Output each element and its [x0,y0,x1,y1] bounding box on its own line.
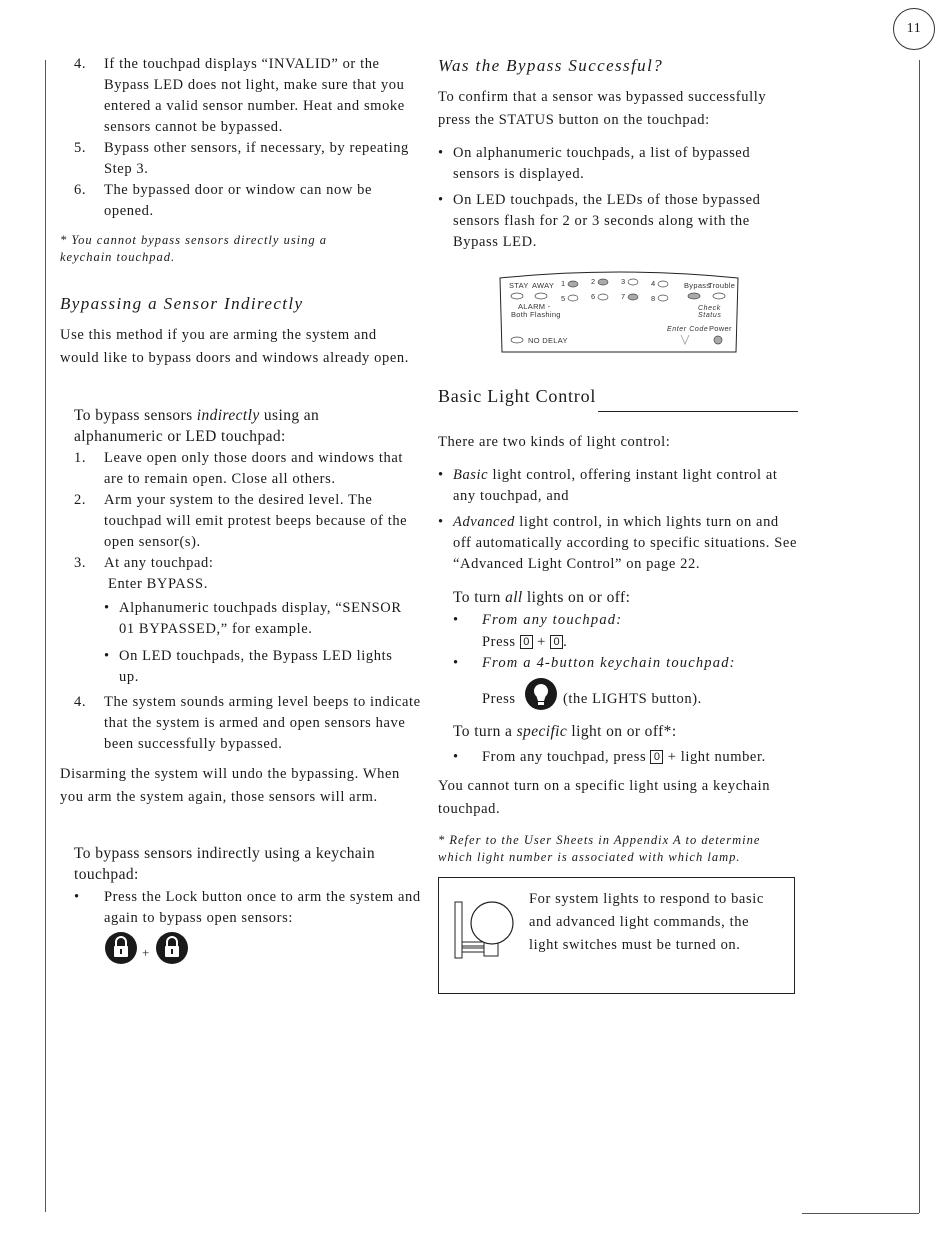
step3-bullets [104,598,409,688]
press-label: Press [482,691,516,707]
list-item: • On LED touchpads, the LEDs of those bypassed sensors flash for 2 or 3 seconds along with the Bypass LED. [438,192,761,250]
panel-label-power: Power [709,324,732,333]
from-keychain-touchpad: From a 4-button keychain touchpad: [482,655,736,671]
panel-label-alarm: ALARM - [518,302,551,311]
light-intro: There are two kinds of light control: [438,434,671,450]
away-led [535,293,547,299]
tip-box [438,877,795,994]
list-item: 2. Arm your system to the desired level. The touchpad will emit protest beeps because of the open sensor(s). [74,492,408,550]
panel-label-status: Status [698,312,722,319]
zone-led [598,294,608,300]
bypass-success-bullets [438,143,793,253]
stay-led [511,293,523,299]
lightbulb-icon [524,677,558,711]
list-item: Enter BYPASS. [108,576,208,592]
from-any-touchpad: From any touchpad: [482,612,623,628]
list-item: • On LED touchpads, the Bypass LED lights up. [104,648,393,685]
lamp-icon [454,898,516,964]
list-item: • Alphanumeric touchpads display, “SENSOR 01 BYPASSED,” for example. [104,600,402,637]
zone-led [658,295,668,301]
panel-label-trouble: Trouble [708,281,736,290]
bottom-right-rule [802,1213,919,1214]
light-kinds-bullets [438,465,798,575]
list-item: • Advanced light control, in which lights turn on and off automatically according to specific situations. See “Advanced Light Control” on page 22. [438,514,797,572]
zone-led [568,295,578,301]
tip-text: For system lights to respond to basic and advanced light commands, the light switches must be turned on. [529,891,764,953]
panel-label-bypass: Bypass [684,281,711,290]
bullet: • [453,749,459,765]
led-touchpad-illustration [498,268,740,354]
power-led [714,336,722,344]
panel-label-stay: STAY [509,281,529,290]
specific-light-instruction: From any touchpad, press 0 + light number. [482,749,766,765]
panel-label-check: Check [698,305,721,312]
section-heading-bypass-success: Was the Bypass Successful? [438,56,664,75]
indirect-step-4 [74,692,422,755]
subheading-all-lights: To turn all lights on or off: [453,589,631,606]
list-item: • Basic light control, offering instant light control at any touchpad, and [438,467,778,504]
section-heading-light-control: Basic Light Control [438,386,597,406]
subheading-touchpad: To bypass sensors indirectly using an alphanumeric or LED touchpad: [74,407,320,445]
zone-label: 1 [561,279,566,288]
bypass-steps-continued [74,54,422,222]
list-item: • On alphanumeric touchpads, a list of bypassed sensors is displayed. [438,145,751,182]
zone-led [598,279,608,285]
list-item: 5. Bypass other sensors, if necessary, by repeating Step 3. [74,140,409,177]
page-number: 11 [893,8,935,50]
trouble-led [713,293,725,299]
lock-icon [104,931,138,965]
list-item: 6. The bypassed door or window can now be opened. [74,182,373,219]
section-heading-indirect: Bypassing a Sensor Indirectly [60,294,304,313]
zone-label: 7 [621,292,626,301]
subheading-specific-light: To turn a specific light on or off*: [453,723,677,740]
bullet: • [453,655,459,671]
zone-label: 6 [591,292,596,301]
zone-label: 3 [621,277,626,286]
lights-button-text: (the LIGHTS button). [563,691,702,707]
list-item: 3. At any touchpad: [74,555,214,571]
zero-key-icon: 0 [520,635,533,649]
keychain-steps [74,887,422,929]
zone-led [658,281,668,287]
zone-label: 8 [651,294,656,303]
left-margin-rule [45,60,46,1212]
no-delay-led [511,337,523,343]
bullet: • [453,612,459,628]
right-margin-rule [919,60,920,1213]
zero-key-icon: 0 [550,635,563,649]
indirect-steps [74,448,422,595]
zero-key-icon: 0 [650,750,663,764]
heading-underline [598,411,798,412]
appendix-note: * Refer to the User Sheets in Appendix A to determine which light number is associated with which lamp. [438,833,761,864]
keychain-note: * You cannot bypass sensors directly using a keychain touchpad. [60,233,328,264]
bypass-success-intro: To confirm that a sensor was bypassed successfully press the STATUS button on the touchpad: [438,89,767,128]
list-item: 1. Leave open only those doors and windows that are to remain open. Close all others. [74,450,404,487]
list-item: 4. If the touchpad displays “INVALID” or the Bypass LED does not light, make sure that you entered a valid sensor number. Heat and smoke sensors cannot be bypassed. [74,56,405,135]
keychain-specific-note: You cannot turn on a specific light using a keychain touchpad. [438,778,771,817]
panel-label-away: AWAY [532,281,555,290]
zone-led [568,281,578,287]
zone-led [628,294,638,300]
zone-led [628,279,638,285]
disarm-text: Disarming the system will undo the bypassing. When you arm the system again, those sensors will arm. [60,766,400,805]
press-zero-zero: Press 0 + 0 . [482,634,568,650]
zone-label: 5 [561,294,566,303]
subheading-keychain: To bypass sensors indirectly using a keychain touchpad: [74,845,376,883]
zone-label: 2 [591,277,596,286]
list-item: 4. The system sounds arming level beeps to indicate that the system is armed and open sensors have been successfully bypassed. [74,694,421,752]
panel-label-no-delay: NO DELAY [528,336,568,345]
panel-label-both-flashing: Both Flashing [511,310,561,319]
list-item: • Press the Lock button once to arm the system and again to bypass open sensors: [74,889,421,926]
panel-label-enter-code: Enter Code [667,326,709,333]
plus-sign: + [142,945,150,960]
bypass-led [688,293,700,299]
indirect-intro: Use this method if you are arming the system and would like to bypass doors and windows already open. [60,327,409,366]
zone-label: 4 [651,279,656,288]
lock-icon [155,931,189,965]
